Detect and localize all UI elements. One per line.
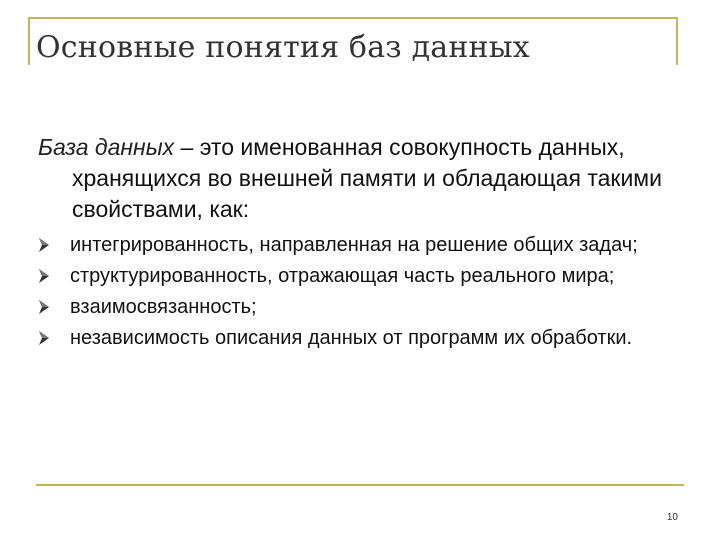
definition-term: База данных [38,134,175,160]
arrowhead-bullet-icon [38,237,50,253]
list-item-text: взаимосвязанность; [70,296,257,318]
arrowhead-bullet-icon [38,330,50,346]
page-number: 10 [666,512,678,523]
arrowhead-bullet-icon [38,299,50,315]
list-item [38,295,678,320]
list-item-text: структурированность, отражающая часть реального мира; [70,265,615,287]
arrowhead-bullet-icon [38,268,50,284]
list-item [38,264,678,289]
definition-paragraph [38,132,678,225]
list-item [38,233,678,258]
footer-rule [36,484,684,486]
title-frame-top-rule [28,17,678,19]
properties-list [38,233,678,351]
definition-text: – это именованная совокупность данных, хранящихся во внешней памяти и обладающая такими свойствами, как: [72,134,662,222]
list-item-text: независимость описания данных от программ их обработки. [70,327,633,349]
title-frame-left-rule [28,17,30,65]
slide-title: Основные понятия баз данных [36,30,530,65]
title-frame-right-rule [676,17,678,65]
slide-body [38,132,678,357]
list-item [38,326,678,351]
list-item-text: интегрированность, направленная на решение общих задач; [70,234,638,256]
